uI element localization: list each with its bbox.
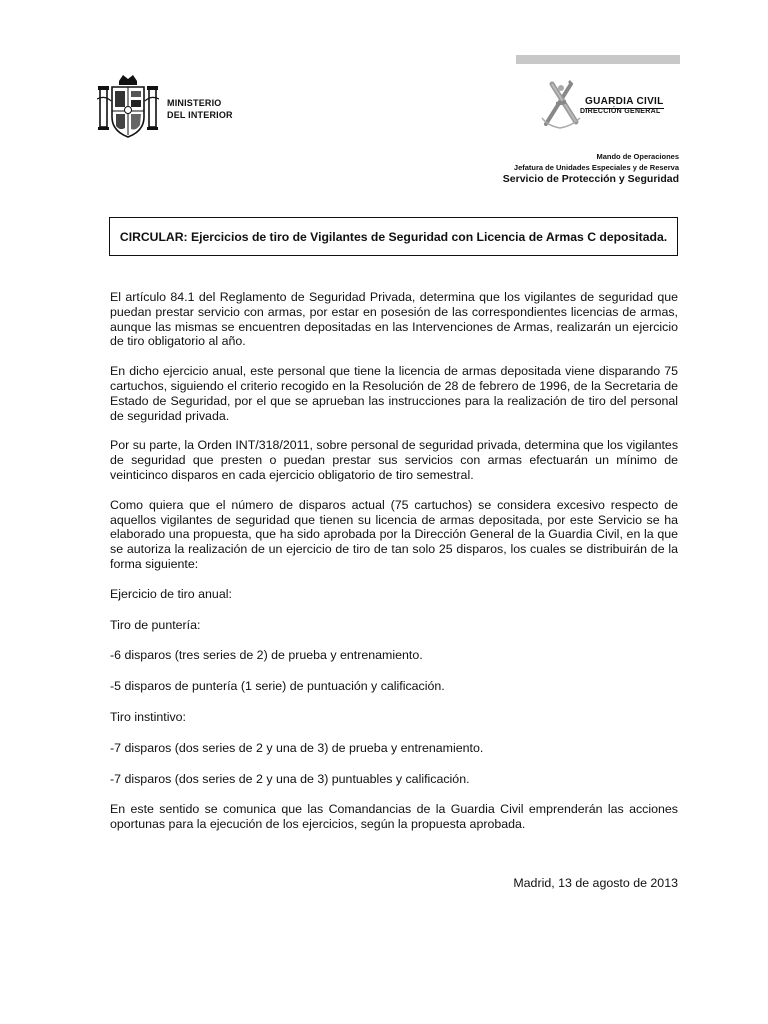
paragraph: -6 disparos (tres series de 2) de prueba y entrenamiento. (110, 648, 423, 663)
paragraph: -7 disparos (dos series de 2 y una de 3) de prueba y entrenamiento. (110, 740, 484, 755)
place-date: Madrid, 13 de agosto de 2013 (513, 876, 678, 890)
ministry-line1: MINISTERIO (167, 98, 222, 108)
paragraph: -7 disparos (dos series de 2 y una de 3) puntuables y calificación. (110, 771, 470, 786)
coat-of-arms-icon (97, 73, 159, 141)
paragraph: Como quiera que el número de disparos actual (75 cartuchos) se considera excesivo respecto de aquellos vigilantes de seguridad que tienen su licencia de armas depositada, por este Servicio se ha elaborado una propuesta, que ha sido aprobada por la Dirección General de la Guardia Civil, en la que se autoriza la realización de un ejercicio de tiro de tan solo 25 disparos, los cuales se distribuirán de la forma siguiente: (110, 497, 678, 571)
paragraph: Tiro instintivo: (110, 709, 186, 724)
paragraph: El artículo 84.1 del Reglamento de Seguridad Privada, determina que los vigilantes de seguridad que puedan prestar servicio con armas, por estar en posesión de las correspondientes licencias de armas, aunque las mismas se encuentren depositadas en las Intervenciones de Armas, realizarán un ejercicio de tiro obligatorio al año. (110, 290, 678, 349)
ministry-name (167, 97, 233, 121)
guardia-civil-emblem-icon (540, 78, 582, 130)
header-band (516, 55, 680, 64)
paragraph: En este sentido se comunica que las Comandancias de la Guardia Civil emprenderán las acciones oportunas para la ejecución de los ejercicios, según la propuesta aprobada. (110, 802, 678, 832)
unit-line3: Servicio de Protección y Seguridad (502, 173, 679, 185)
unit-line1: Mando de Operaciones (596, 152, 679, 161)
paragraph: Tiro de puntería: (110, 617, 201, 632)
document-body (110, 290, 678, 847)
ministry-line2: DEL INTERIOR (167, 110, 233, 120)
direccion-general-label: DIRECCIÓN GENERAL (580, 108, 661, 115)
circular-title: CIRCULAR: Ejercicios de tiro de Vigilantes de Seguridad con Licencia de Armas C depositada. (109, 217, 678, 256)
paragraph: En dicho ejercicio anual, este personal que tiene la licencia de armas depositada viene disparando 75 cartuchos, siguiendo el criterio recogido en la Resolución de 28 de febrero de 1996, de la Secretaria de Estado de Seguridad, por el que se aprueban las instrucciones para la realización de tiro del personal de seguridad privada. (110, 364, 678, 423)
unit-line2: Jefatura de Unidades Especiales y de Reserva (513, 163, 679, 172)
guardia-civil-title: GUARDIA CIVIL (585, 96, 664, 107)
paragraph: Por su parte, la Orden INT/318/2011, sobre personal de seguridad privada, determina que los vigilantes de seguridad que presten o puedan prestar sus servicios con armas efectuarán un mínimo de veinticinco disparos en cada ejercicio obligatorio de tiro semestral. (110, 438, 679, 482)
issuing-unit (503, 151, 679, 186)
paragraph: -5 disparos de puntería (1 serie) de puntuación y calificación. (110, 679, 445, 694)
paragraph: Ejercicio de tiro anual: (110, 586, 232, 601)
